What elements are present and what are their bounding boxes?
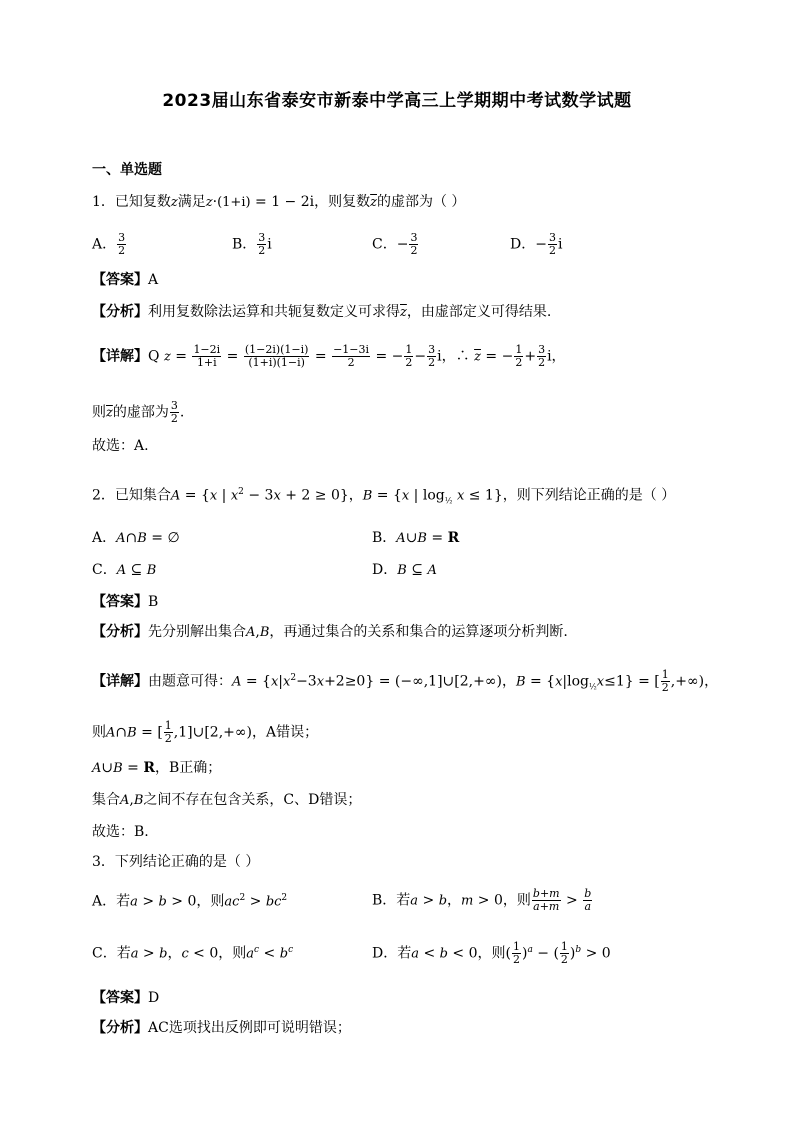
q2-line-c: 集合A,B之间不存在包含关系，C、D错误； [92,792,362,808]
q2-option-d: D．B ⊆ A [372,562,437,578]
q3-stem: 3．下列结论正确的是（ ） [92,854,260,870]
q1-option-b: B． $\frac{3}{2}$ i [232,231,272,257]
q1-option-d: D．− $\frac{3}{2}$ i [510,231,563,257]
q1-analysis: 【分析】利用复数除法运算和共轭复数定义可求得$\overline{z}$，由虚部定义可得结果. [92,304,552,320]
q1-conclusion: 则$\overline{z}$的虚部为 $\frac{3}{2}$ . [92,399,185,425]
q2-stem: 2．已知集合A = {x | $x^2 - 3x + 2 \ge 0$}，B = {x | $\log_{\frac{1}{2}} x \le 1$}，则下列结论正确的是（ ） [92,487,676,506]
q1-option-a: A． $\frac{3}{2}$ [92,231,126,257]
page-title: 2023届山东省泰安市新泰中学高三上学期期中考试数学试题 [162,91,632,111]
q2-option-b: B．A∪B = R [372,530,460,546]
q2-detail: 【详解】由题意可得：$A = \{x|x^2-3x+2\ge 0\}$ = (−∞,1]∪[2,+∞)，$B = \{x|\log_{\frac{1}{2}}x\le 1\}$ = [ $\frac{1}{2}$ ,+∞)， [92,668,719,695]
q3-option-b: B．若a > b，m > 0，则 $\frac{b+m}{a+m}$ > $\frac{b}{a}$ [372,887,592,913]
section-heading: 一、单选题 [92,162,162,178]
q2-answer: 【答案】B [92,594,159,610]
q2-option-a: A．A∩B = ∅ [92,530,180,546]
q1-detail: 【详解】Q z = $\frac{1-2i}{1+i}$ = $\frac{(1-2i)(1-i)}{(1+i)(1-i)}$ = $\frac{-1-3i}{2}$ = − $\frac{1}{2}$ − $\frac{3}{2}$ i，∴ $\overline{z}$ = − $\frac{1}{2}$ + $\frac{3}{2}$ i， [92,343,566,369]
q2-line-a: 则A∩B = [ $\frac{1}{2}$ ,1]∪[2,+∞)，A错误； [92,719,319,745]
q1-option-c: C．− $\frac{3}{2}$ [372,231,418,257]
q1-stem: 1．已知复数z满足z·(1+i) = 1 − 2i，则复数$\overline{z}$的虚部为（ ） [92,194,466,210]
q3-option-d: D．若a < b < 0，则( $\frac{1}{2}$ )$^a$ − ( $\frac{1}{2}$ )$^b$ > 0 [372,940,611,967]
q3-option-a: A．若a > b > 0，则$ac^2 > bc^2$ [92,893,288,910]
q1-choose: 故选：A. [92,438,149,454]
q3-answer: 【答案】D [92,990,160,1006]
q3-analysis: 【分析】AC选项找出反例即可说明错误； [92,1020,351,1036]
q3-option-c: C．若a > b，c < 0，则$a^c < b^c$ [92,945,294,962]
q2-line-b: A∪B = R，B正确； [92,760,222,776]
q1-answer: 【答案】A [92,272,159,288]
q2-analysis: 【分析】先分别解出集合A,B，再通过集合的关系和集合的运算逐项分析判断. [92,624,568,640]
q2-choose: 故选：B. [92,824,149,840]
q2-option-c: C．A ⊆ B [92,562,157,578]
